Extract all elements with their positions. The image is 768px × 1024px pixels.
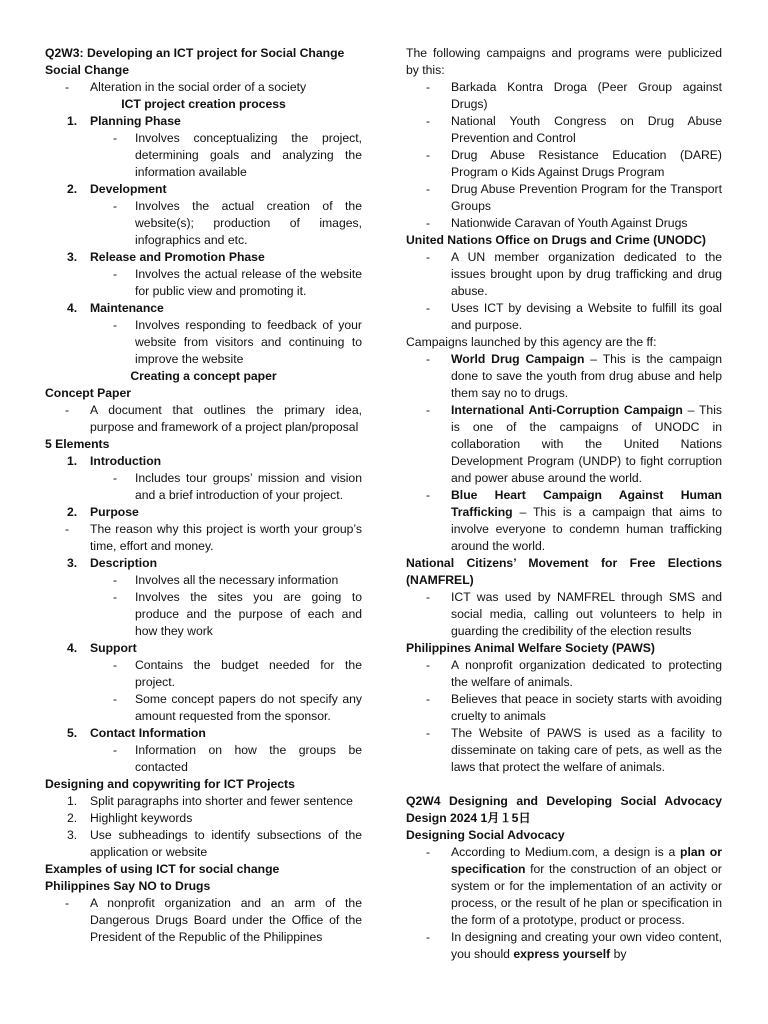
blue-heart-campaign: - Blue Heart Campaign Against Human Trafficking – This is a campaign that aims to involve everyone to condemn human trafficking around the world. [406,487,722,555]
phase-1-title: 1. Planning Phase [67,114,181,128]
psnd-desc: - A nonprofit organization and an arm of the Dangerous Drugs Board under the Office of the President of the Republic of the Philippines [45,895,362,946]
video-content-tip: - In designing and creating your own video content, you should express yourself by [406,929,722,963]
campaign-item: - Barkada Kontra Droga (Peer Group against Drugs) [406,79,722,113]
element-5-desc: - Information on how the groups be contacted [45,742,362,776]
paws-heading: Philippines Animal Welfare Society (PAWS) [406,641,655,655]
element-1-desc: - Includes tour groups’ mission and vision and a brief introduction of your project. [45,470,362,504]
element-3-desc-2: - Involves the sites you are going to produce and the purpose of each and how they work [45,589,362,640]
design-heading: Designing and copywriting for ICT Projects [45,777,295,791]
element-3-title: 3. Description [67,556,158,570]
examples-heading: Examples of using ICT for social change [45,862,280,876]
campaign-item: - Nationwide Caravan of Youth Against Drugs [406,215,722,232]
concept-paper-heading: Concept Paper [45,386,132,400]
phase-3-desc: - Involves the actual release of the website for public view and promoting it. [45,266,362,300]
design-item-2: 2. Highlight keywords [67,811,193,825]
concept-heading: Creating a concept paper [130,369,277,383]
designing-social-advocacy-heading: Designing Social Advocacy [406,828,565,842]
element-2-title: 2. Purpose [67,505,139,519]
process-heading: ICT project creation process [121,97,286,111]
campaign-item: - National Youth Congress on Drug Abuse Prevention and Control [406,113,722,147]
page-title: Q2W3: Developing an ICT project for Social Change [45,46,345,60]
element-4-title: 4. Support [67,641,137,655]
phase-4-title: 4. Maintenance [67,301,164,315]
unodc-item: - A UN member organization dedicated to the issues brought upon by drug trafficking and drug abuse. [406,249,722,300]
design-item-3: 3. Use subheadings to identify subsections of the application or website [67,828,362,859]
world-drug-campaign: - World Drug Campaign – This is the campaign done to save the youth from drug abuse and help them say no to drugs. [406,351,722,402]
unodc-heading: United Nations Office on Drugs and Crime (UNODC) [406,233,706,247]
elements-heading: 5 Elements [45,437,110,451]
unodc-item: - Uses ICT by devising a Website to fulfill its goal and purpose. [406,300,722,334]
paws-item: - Believes that peace in society starts with avoiding cruelty to animals [406,691,722,725]
campaign-item: - Drug Abuse Resistance Education (DARE) Program o Kids Against Drugs Program [406,147,722,181]
phase-2-desc: - Involves the actual creation of the website(s); production of images, infographics and etc. [45,198,362,249]
right-column [406,45,722,963]
unodc-campaigns-intro: Campaigns launched by this agency are the ff: [406,335,657,349]
social-change-definition: - Alteration in the social order of a society [45,79,362,96]
campaigns-intro: The following campaigns and programs were publicized by this: [406,46,722,77]
q2w4-heading: Q2W4 Designing and Developing Social Advocacy Design 2024 1月１5日 [406,794,722,825]
psnd-heading: Philippines Say NO to Drugs [45,879,211,893]
element-4-desc-1: - Contains the budget needed for the project. [45,657,362,691]
concept-paper-definition: - A document that outlines the primary idea, purpose and framework of a project plan/proposal [45,402,362,436]
left-column [45,45,362,946]
section-spacer [406,776,722,793]
element-2-desc: - The reason why this project is worth your group’s time, effort and money. [45,521,362,555]
phase-3-title: 3. Release and Promotion Phase [67,250,265,264]
social-change-heading: Social Change [45,63,129,77]
element-3-desc-1: - Involves all the necessary information [45,572,362,589]
namfrel-heading: National Citizens’ Movement for Free Elections (NAMFREL) [406,556,722,587]
element-4-desc-2: - Some concept papers do not specify any amount requested from the sponsor. [45,691,362,725]
anti-corruption-campaign: - International Anti-Corruption Campaign – This is one of the campaigns of UNODC in collaboration with the United Nations Development Program (UNDP) to fight corruption and power abuse around the world. [406,402,722,487]
design-definition: - According to Medium.com, a design is a plan or specification for the construction of an object or system or for the implementation of an activity or process, or the result of he plan or specification in the form of a prototype, product or process. [406,844,722,929]
design-item-1: 1. Split paragraphs into shorter and fewer sentence [67,794,353,808]
element-1-title: 1. Introduction [67,454,162,468]
phase-1-desc: - Involves conceptualizing the project, determining goals and analyzing the information available [45,130,362,181]
campaign-item: - Drug Abuse Prevention Program for the Transport Groups [406,181,722,215]
paws-item: - A nonprofit organization dedicated to protecting the welfare of animals. [406,657,722,691]
namfrel-desc: - ICT was used by NAMFREL through SMS and social media, calling out volunteers to help in guarding the credibility of the election results [406,589,722,640]
element-5-title: 5. Contact Information [67,726,206,740]
paws-item: - The Website of PAWS is used as a facility to disseminate on taking care of pets, as well as the laws that protect the welfare of animals. [406,725,722,776]
phase-4-desc: - Involves responding to feedback of your website from visitors and continuing to improve the website [45,317,362,368]
phase-2-title: 2. Development [67,182,167,196]
